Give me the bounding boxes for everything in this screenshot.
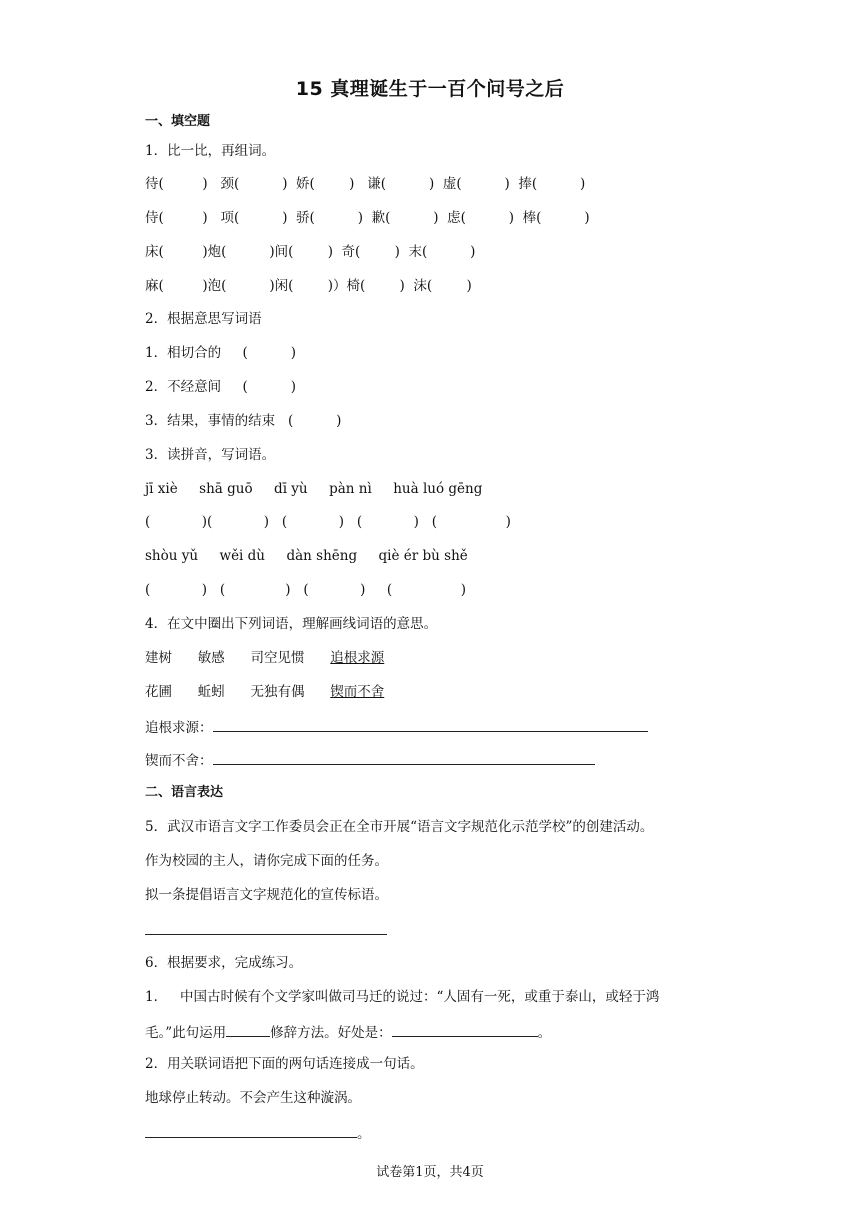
answer-blank[interactable] xyxy=(226,1022,270,1037)
word: 蚯蚓 xyxy=(197,684,225,700)
question-5-prompt: 5．武汉市语言文字工作委员会正在全市开展“语言文字规范化示范学校”的创建活动。 xyxy=(145,819,654,835)
page-footer: 试卷第1页，共4页 xyxy=(376,1165,484,1180)
answer-blank[interactable] xyxy=(392,1022,538,1037)
question-6-sentences: 地球停止转动。不会产生这种漩涡。 xyxy=(145,1090,361,1106)
definition-label: 追根求源： xyxy=(145,720,213,736)
answer-brackets-row-2: ( ) ( ) ( ) ( ) xyxy=(145,582,467,598)
word-row-1 xyxy=(145,649,384,667)
question-2-item-3: 3．结果，事情的结束 ( ) xyxy=(145,413,342,429)
question-6-prompt: 6．根据要求，完成练习。 xyxy=(145,955,303,971)
question-2-item-1: 1．相切合的 ( ) xyxy=(145,345,296,361)
compare-row-4: 麻( )泡( )闲( )）椅( ) 沫( ) xyxy=(145,278,472,294)
section-heading-fill-in: 一、填空题 xyxy=(145,114,211,129)
answer-blank[interactable] xyxy=(145,920,387,935)
pinyin-row-1: jī xiè shā guō dī yù pàn nì huà luó gēng xyxy=(145,481,483,497)
question-6-item-1: 1． 中国古时候有个文学家叫做司马迁的说过：“人固有一死，或重于泰山，或轻于鸿 xyxy=(145,989,660,1005)
definition-line-2 xyxy=(145,750,595,770)
question-5-task: 作为校园的主人，请你完成下面的任务。 xyxy=(145,853,388,869)
word: 司空见惯 xyxy=(250,650,305,666)
definition-label: 锲而不舍： xyxy=(145,753,213,769)
slogan-answer-line xyxy=(145,920,387,940)
question-2-item-2: 2．不经意间 ( ) xyxy=(145,379,296,395)
section-heading-expression: 二、语言表达 xyxy=(145,785,224,800)
word: 花圃 xyxy=(145,684,172,700)
question-2-prompt: 2．根据意思写词语 xyxy=(145,311,262,327)
question-5-instruction: 拟一条提倡语言文字规范化的宣传标语。 xyxy=(145,887,388,903)
definition-line-1 xyxy=(145,717,648,737)
pinyin-row-2: shòu yǔ wěi dù dàn shēng qiè ér bù shě xyxy=(145,548,468,564)
answer-blank[interactable] xyxy=(213,750,595,765)
word: 建树 xyxy=(145,650,172,666)
question-1-prompt: 1．比一比，再组词。 xyxy=(145,143,276,159)
compare-row-3: 床( )炮( )间( ) 奇( ) 末( ) xyxy=(145,244,476,260)
answer-blank[interactable] xyxy=(213,717,648,732)
page-title: 15 真理诞生于一百个问号之后 xyxy=(295,78,565,100)
question-4-prompt: 4．在文中圈出下列词语，理解画线词语的意思。 xyxy=(145,616,438,632)
compare-row-2: 侍( ) 项( ) 骄( ) 歉( ) 虑( ) 棒( ) xyxy=(145,210,590,226)
underlined-word: 锲而不舍 xyxy=(330,684,385,700)
word-row-2 xyxy=(145,683,384,701)
combined-sentence-answer: 。 xyxy=(145,1123,371,1143)
question-6-item-2: 2．用关联词语把下面的两句话连接成一句话。 xyxy=(145,1056,424,1072)
question-3-prompt: 3．读拼音，写词语。 xyxy=(145,447,276,463)
question-6-item-1-cont: 毛。”此句运用 修辞方法。好处是： 。 xyxy=(145,1022,551,1042)
word: 敏感 xyxy=(197,650,225,666)
answer-blank[interactable] xyxy=(145,1123,357,1138)
compare-row-1: 待( ) 颈( ) 娇( ) 谦( ) 虚( ) 捧( ) xyxy=(145,176,586,192)
word: 无独有偶 xyxy=(250,684,305,700)
underlined-word: 追根求源 xyxy=(330,650,385,666)
answer-brackets-row-1: ( )( ) ( ) ( ) ( ) xyxy=(145,514,511,530)
